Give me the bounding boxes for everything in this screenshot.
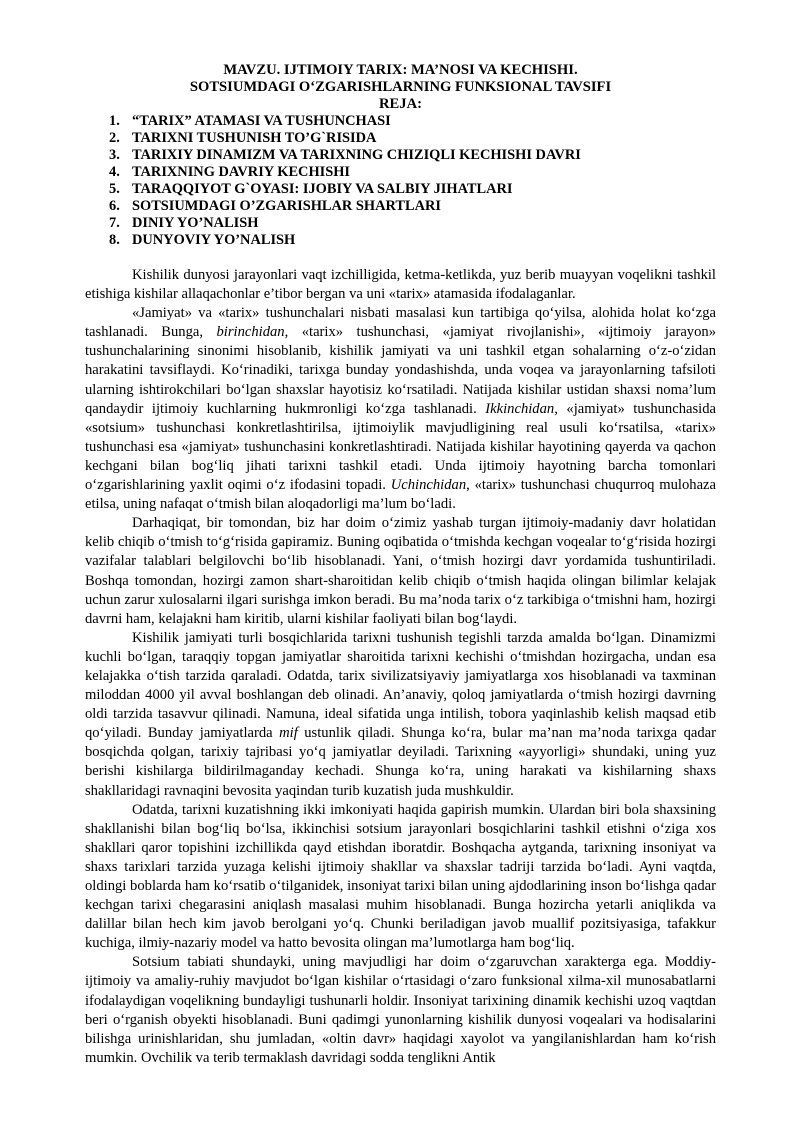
- section-spacer: [85, 249, 716, 266]
- plan-item: [109, 198, 716, 215]
- paragraph-text: , «jamiyat» tushunchasida «sotsium» tushunchasi konkretlashtirilsa, ijtimoiylik mavjudligining real usuli ko‘rsatilsa, «tarix» tushunchasi esa «jamiyat» tushunchasini konkretlashtiradi. Natijada kishilar hayotining qayerda va qachon kechgani bilan bog‘liq jihati tarixni tashkil etadi. Unda ijtimoiy hayotning barcha tomonlari o‘zgarishlarining yaxlit oqimi o‘z ifodasini topadi.: [85, 400, 716, 494]
- body-paragraph-3: Darhaqiqat, bir tomondan, biz har doim o‘zimiz yashab turgan ijtimoiy-madaniy davr holatidan kelib chiqib o‘tmish to‘g‘risida gapiramiz. Buning oqibatida o‘tmishda kechgan voqealar to‘g‘risida hozirgi vazifalar talablari belgilovchi bo‘lib hisoblanadi. Yani, o‘tmish hozirgi davr yordamida tushuntiriladi. Boshqa tomondan, hozirgi zamon shart-sharoitidan kelib chiqib o‘tmish haqida olingan bilimlar kelajak uchun zarur xulosalarni ilgari surishga imkon beradi. Bu ma’noda tarix o‘z tarkibiga o‘tmishni ham, hozirgi davrni ham, kelajakni ham kiritib, ularni kishilar faoliyati bilan bog‘laydi.: [85, 515, 716, 627]
- plan-item-number: 4.: [109, 164, 120, 180]
- plan-item: [109, 181, 716, 198]
- plan-item-text: DUNYOVIY YO’NALISH: [132, 232, 296, 248]
- paragraph-text: , «tarix» tushunchasi, «jamiyat rivojlanishi», «ijtimoiy jarayon» tushunchalarining sinonimi hisoblanib, kishilik jamiyati va uni tashkil etgan sohalarning o‘z-o‘zidan harakatini tavsiflaydi. Ko‘rinadiki, tarixga bunday yondashishda, unda voqea va jarayonlarning tafsiloti ularning ishtirokchilari bo‘lgan shaxslar hayotisiz ko‘rsatiladi. Natijada kishilar ustidan shaxsi noma’lum qandaydir ijtimoiy kuchlarning hukmronligi ko‘zga tashlanadi.: [85, 324, 716, 417]
- plan-item-number: 2.: [109, 130, 120, 146]
- body-paragraph-6: Sotsium tabiati shundayki, uning mavjudligi har doim o‘zgaruvchan xarakterga ega. Moddiy-ijtimoiy va amaliy-ruhiy mavjudot bo‘lgan kishilar o‘rtasidagi o‘zaro funksional xilma-xil munosabatlarni ifodalaydigan voqelikning bundayligi tushunarli holdir. Insoniyat tarixining dinamik kechishi uzoq vaqtdan beri o‘rganish obyekti hisoblanadi. Buni qadimgi yunonlarning kishilik dunyosi voqealari va hodisalarini bilishga urinishlaridan, shu jumladan, «oltin davr» haqidagi xayolot va yangilanishlardan ham ko‘rish mumkin. Ovchilik va terib termaklash davridagi sodda tenglikni Antik: [85, 954, 716, 1066]
- paragraph-text: ustunlik qiladi. Shunga ko‘ra, bular ma’nan ma’noda tarixga qadar bosqichda qolgan, tarixiy tajribasi yo‘q jamiyatlar deyiladi. Tarixning «ayyorligi» shundaki, uning yuz berishi kishilarga bildirilmaganday kechadi. Shunga ko‘ra, uning harakati va kishilarning shaxs shakllaridagi ravnaqini bevosita yaqindan turib kuzatish juda mushkuldir.: [85, 725, 716, 799]
- plan-item-number: 3.: [109, 147, 120, 163]
- emphasis-text: birinchidan: [216, 324, 285, 341]
- plan-item-number: 6.: [109, 198, 120, 214]
- plan-list: [85, 113, 716, 249]
- paragraph-text: Kishilik jamiyati turli bosqichlarida tarixni tushunish tegishli tarzda amalda bo‘lgan. Dinamizmi kuchli bo‘lgan, taraqqiy topgan jamiyatlar sharoitida tarixni kechishi o‘tmishdan hozirgacha, undan esa kelajakka o‘tish tarzida qaraladi. Odatda, tarix sivilizatsiyaviy jamiyatlarga xos hisoblanadi va taxminan miloddan 4000 yil avval boshlangan deb olinadi. An’anaviy, qoloq jamiyatlarda o‘tmish hozirgi davrning oldi tarzida tasavvur qilinadi. Namuna, ideal sifatida unga intilish, tobora yaqinlashib kelish maqsad etib qo‘yiladi. Bunday jamiyatlarda: [85, 629, 716, 742]
- plan-item-text: SOTSIUMDAGI O’ZGARISHLAR SHARTLARI: [132, 198, 441, 214]
- plan-item-text: TARIXIY DINAMIZM VA TARIXNING CHIZIQLI KECHISHI DAVRI: [132, 147, 581, 163]
- emphasis-text: mif: [279, 725, 298, 742]
- plan-item: [109, 130, 716, 147]
- plan-item-text: DINIY YO’NALISH: [132, 215, 259, 231]
- paragraph-text: , «tarix» tushunchasi chuqurroq mulohaza etilsa, uning nafaqat o‘tmish bilan aloqadorligi ma’lum bo‘ladi.: [85, 477, 716, 513]
- plan-item-number: 5.: [109, 181, 120, 197]
- body-paragraph-1: Kishilik dunyosi jarayonlari vaqt izchilligida, ketma-ketlikda, yuz berib muayyan voqelikni tashkil etishiga kishilar allaqachonlar e’tibor bergan va uni «tarix» atamasida ifodalaganlar.: [85, 267, 716, 303]
- body-paragraph-5: Odatda, tarixni kuzatishning ikki imkoniyati haqida gapirish mumkin. Ulardan biri bola shaxsining shakllanishi bilan bog‘liq bo‘lsa, ikkinchisi sotsium jarayonlari bosqichlarini tashkil etishni o‘ziga xos shakllari qaror topishini izchillikda qayd etishdan iboratdir. Boshqacha aytganda, tarixning insoniyat va shaxs tarixlari tarzida yuzaga kelishi ijtimoiy shakllar va shaxslar tadriji tarzida bo‘ladi. Ayni vaqtda, oldingi boblarda ham ko‘rsatib o‘tilganidek, insoniyat tarixi bilan uning ajdodlarining inson bo‘lishga qadar kechgan tarixi chegarasini aniqlash masalasi muhim hisoblanadi. Bunga hozircha yetarli aniqlikda va dalillar bilan hech kim javob berolgani yo‘q. Chunki beriladigan javob muallif pozitsiyasiga, tafakkur kuchiga, ilmiy-nazariy model va hatto bevosita olingan ma’lumotlarga ham bog‘liq.: [85, 801, 716, 952]
- document-title-line-2: SOTSIUMDAGI O‘ZGARISHLARNING FUNKSIONAL TAVSIFI: [189, 79, 612, 95]
- body-paragraph-4: [85, 629, 716, 801]
- plan-item: [109, 113, 716, 130]
- plan-item: [109, 147, 716, 164]
- plan-item-number: 8.: [109, 232, 120, 248]
- plan-item-text: “TARIX” ATAMASI VA TUSHUNCHASI: [132, 113, 391, 129]
- emphasis-text: Ikkinchidan: [485, 400, 555, 417]
- plan-item: [109, 232, 716, 249]
- plan-item-text: TARIXNING DAVRIY KECHISHI: [132, 164, 351, 180]
- plan-item: [109, 164, 716, 181]
- emphasis-text: Uchinchidan: [390, 477, 467, 494]
- plan-item-text: TARAQQIYOT G`OYASI: IJOBIY VA SALBIY JIHATLARI: [132, 181, 513, 197]
- paragraph-text: «Jamiyat» va «tarix» tushunchalari nisbati masalasi kun tartibiga qo‘yilsa, alohida holat ko‘zga tashlanadi. Bunga,: [85, 305, 716, 341]
- plan-item-number: 7.: [109, 215, 120, 231]
- body-paragraph-2: [85, 304, 716, 514]
- plan-item: [109, 215, 716, 232]
- plan-item-text: TARIXNI TUSHUNISH TO’G`RISIDA: [132, 130, 377, 146]
- document-title-line-1: MAVZU. IJTIMOIY TARIX: MA’NOSI VA KECHISHI.: [223, 62, 578, 78]
- plan-item-number: 1.: [109, 113, 120, 129]
- plan-heading: REJA:: [379, 96, 422, 112]
